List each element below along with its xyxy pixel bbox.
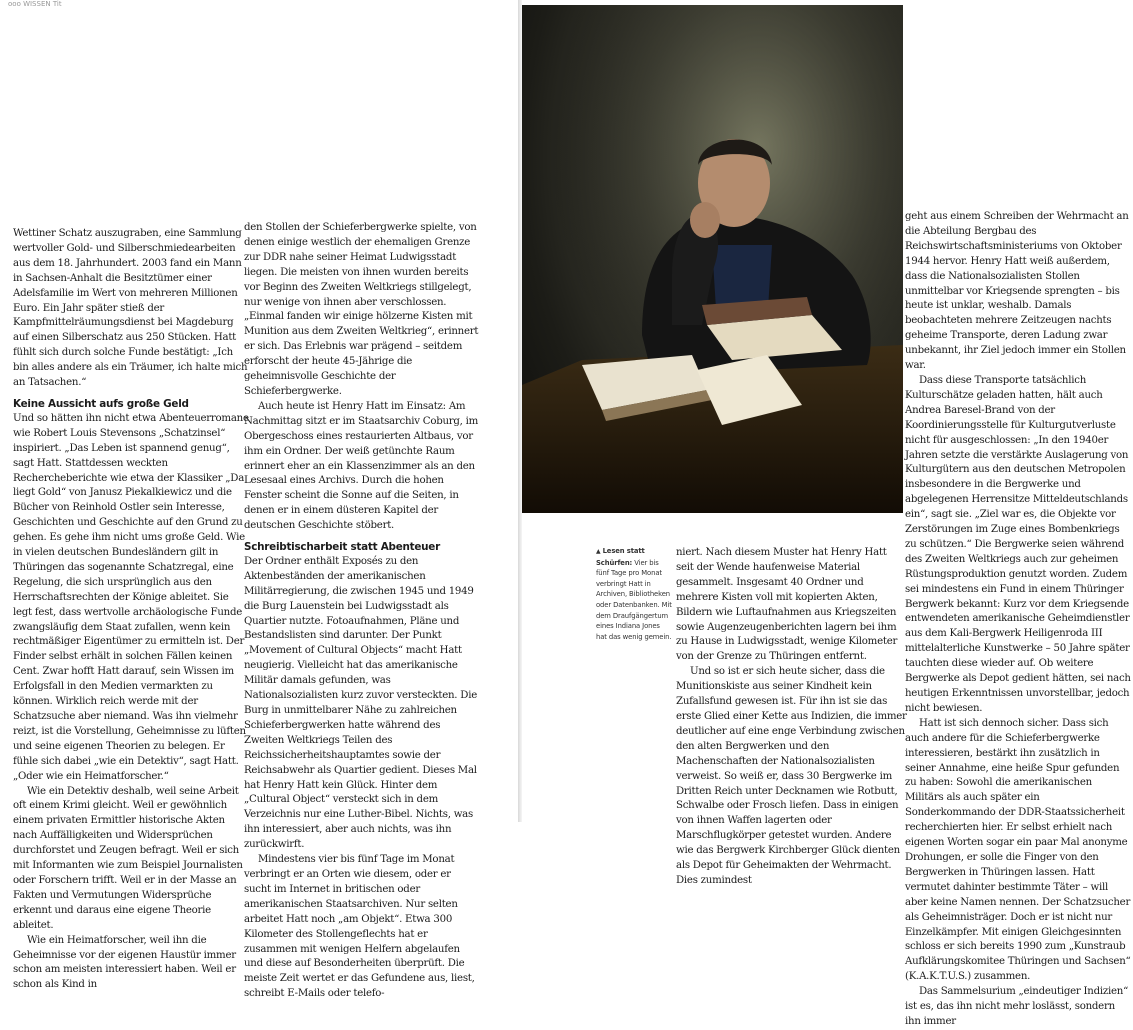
paragraph: Mindestens vier bis fünf Tage im Monat verbringt er an Orten wie diesem, oder er sucht im Internet in britischen oder amerikanischen Staatsarchiven. Nur selten arbeitet Hatt noch „am Objekt“. Etwa 300 Kilometer des Stollengeflechts hat er zusammen mit wenigen Helfern abgelaufen und diese auf Besonderheiten überprüft. Die meiste Zeit wertet er das Gefundene aus, liest, schreibt E-Mails oder telefo- — [244, 854, 475, 1000]
paragraph: Auch heute ist Henry Hatt im Einsatz: Am Nachmittag sitzt er im Staatsarchiv Coburg, im Obergeschoss eines restaurierten Altbaus, vor ihm ein Ordner. Der weiß getünchte Raum erinnert eher an ein Klassenzimmer als an den Lesesaal eines Archivs. Durch die hohen Fenster scheint die Sonne auf die Seiten, in denen er in einem düsteren Kapitel der deutschen Geschichte stöbert. — [244, 400, 479, 532]
text-column-1 — [13, 227, 249, 993]
paragraph: niert. Nach diesem Muster hat Henry Hatt seit der Wende haufenweise Material gesammelt. Insgesamt 40 Ordner und mehrere Kisten voll mit kopierten Akten, Bildern wie Luftaufnahmen aus Kriegszeiten sowie Augenzeugenberichten lagern bei ihm zu Hause in Ludwigsstadt, wenige Kilometer von der Grenze zu Thüringen entfernt. — [676, 547, 898, 663]
text-column-3 — [676, 546, 907, 889]
page-folio: ooo WISSEN Tit — [8, 0, 62, 8]
caption-title: Lesen statt Schürfen: — [596, 547, 645, 567]
photo-of-man-with-books-icon — [522, 5, 903, 513]
paragraph: Und so ist er sich heute sicher, dass die Munitionskiste aus seiner Kindheit kein Zufallsfund gewesen ist. Für ihn ist sie das erste Glied einer Kette aus Indizien, die immer deutlicher auf eine enge Verbindung zwischen den alten Bergwerken und den Machenschaften der Nationalsozialisten verweist. So weiß er, dass 30 Bergwerke im Dritten Reich unter Decknamen wie Rotbutt, Schwalbe oder Frosch liefen. Dass in einigen von ihnen Waffen lagerten oder Marschflugkörper getestet wurden. Andere wie das Bergwerk Kirchberger Glück dienten als Depot für Geheimakten der Wehrmacht. Dies zumindest — [676, 666, 907, 886]
photo-caption — [596, 546, 672, 642]
subheading: Schreibtischarbeit statt Abenteuer — [244, 541, 440, 554]
subheading: Keine Aussicht aufs große Geld — [13, 397, 189, 410]
paragraph: den Stollen der Schieferbergwerke spielte, von denen einige westlich der ehemaligen Grenze zur DDR nahe seiner Heimat Ludwigsstadt liegen. Die meisten von ihnen wurden bereits vor Beginn des Zweiten Weltkriegs stillgelegt, nur wenige von ihnen aber verschlossen. „Einmal fanden wir einige hölzerne Kisten mit Munition aus dem Zweiten Weltkrieg“, erinnert er sich. Das Erlebnis war prägend – seitdem erforscht der heute 45-Jährige die geheimnisvolle Geschichte der Schieferbergwerke. — [244, 222, 479, 397]
paragraph: Dass diese Transporte tatsächlich Kulturschätze geladen hatten, hält auch Andrea Baresel-Brand von der Koordinierungsstelle für Kulturgutverluste nicht für ausgeschlossen: „In den 1940er Jahren setzte die verstärkte Auslagerung von Kulturgütern aus den deutschen Metropolen insbesondere in die Bergwerke und abgelegenen Herrensitze Mitteldeutschlands ein“, sagt sie. „Ziel war es, die Objekte vor Zerstörungen im Zuge eines Bombenkriegs zu schützen.“ Die Bergwerke seien während des Zweiten Weltkriegs auch zur geheimen Rüstungsproduktion genutzt worden. Zudem sei mindestens ein Fund in einem Thüringer Bergwerk bekannt: Kurz vor dem Kriegsende entwendeten amerikanische Geheimdienstler aus dem Kali-Bergwerk Heiligenroda III mittelalterliche Kunstwerke – 50 Jahre später tauchten diese wieder auf. Ob weitere Bergwerke als Depot gedient hätten, sei nach heutigen Erkenntnissen unvorstellbar, jedoch nicht bewiesen. — [905, 374, 1131, 714]
caption-text: Vier bis fünf Tage pro Monat verbringt Hatt in Archiven, Bibliotheken oder Datenbanken. Mit dem Draufgängertum eines Indiana Jones hat das wenig gemein. — [596, 558, 672, 641]
paragraph: Wie ein Detektiv deshalb, weil seine Arbeit oft einem Krimi gleicht. Weil er gewöhnlich einem privaten Ermittler historische Akten nach Auffälligkeiten und Widersprüchen durchforstet und Zeugen befragt. Weil er sich mit Informanten wie zum Beispiel Journalisten oder Forschern trifft. Weil er in der Masse an Fakten und Vermutungen Widersprüche erkennt und daraus eine eigene Theorie ableitet. — [13, 785, 243, 931]
paragraph: Wie ein Heimatforscher, weil ihn die Geheimnisse vor der eigenen Haustür immer schon am meisten interessiert haben. Weil er schon als Kind in — [13, 934, 236, 991]
paragraph: Und so hätten ihn nicht etwa Abenteuerromane wie Robert Louis Stevensons „Schatzinsel“ inspiriert. „Das Leben ist spannend genug“, sagt Hatt. Stattdessen weckten Rechercheberichte wie etwa der Klassiker „Da liegt Gold“ von Janusz Piekalkiewicz und die Bücher von Reinhold Ostler sein Interesse, Geschichten und Geschichte auf den Grund zu gehen. Es gehe ihm nicht ums große Geld. Wie in vielen deutschen Bundesländern gilt in Thüringen das sogenannte Schatzregal, eine Regelung, die sich ursprünglich aus den Herrschaftsrechten der Könige ableitet. Sie legt fest, dass wertvolle archäologische Funde zwangsläufig dem Staat zufallen, wenn kein rechtmäßiger Eigentümer zu ermitteln ist. Der Finder selbst erhält in solchen Fällen keinen Cent. Zwar hofft Hatt darauf, sein Wissen im Erfolgsfall in den Medien vermarkten zu können. Wirklich reich werde mit der Schatzsuche aber niemand. Was ihn vielmehr reizt, ist die Vorstellung, Geheimnisse zu lüften und seine eigenen Theorien zu belegen. Er fühle sich dabei „wie ein Detektiv“, sagt Hatt. „Oder wie ein Heimatforscher.“ — [13, 412, 249, 782]
text-column-2 — [244, 221, 480, 1002]
caption-arrow-icon: ▲ — [596, 548, 601, 555]
paragraph: Das Sammelsurium „eindeutiger Indizien“ ist es, das ihn nicht mehr loslässt, sondern ihn immer — [905, 986, 1129, 1027]
paragraph: geht aus einem Schreiben der Wehrmacht an die Abteilung Bergbau des Reichswirtschaftsministeriums von Oktober 1944 hervor. Henry Hatt weiß außerdem, dass die Nationalsozialisten Stollen unmittelbar vor Kriegsende sprengten – bis heute ist unklar, weshalb. Damals beobachteten mehrere Zeitzeugen nachts geheime Transporte, deren Ladung zwar unbekannt, ihr Ziel jedoch immer ein Stollen war. — [905, 211, 1129, 372]
paragraph: Wettiner Schatz auszugraben, eine Sammlung wertvoller Gold- und Silberschmiedearbeiten aus dem 18. Jahrhundert. 2003 fand ein Mann in Sachsen-Anhalt die Besitztümer einer Adelsfamilie im Wert von mehreren Millionen Euro. Ein Jahr später stieß der Kampfmittelräumungsdienst bei Magdeburg auf einen Silberschatz aus 250 Stücken. Hatt fühlt sich durch solche Funde bestätigt: „Ich bin alles andere als ein Träumer, ich halte mich an Tatsachen.“ — [13, 228, 248, 389]
paragraph: Hatt ist sich dennoch sicher. Dass sich auch andere für die Schieferbergwerke interessieren, bestärkt ihn zusätzlich in seiner Annahme, eine heiße Spur gefunden zu haben: Sowohl die amerikanischen Militärs als auch später ein Sonderkommando der DDR-Staatssicherheit recherchierten hier. Er selbst erhielt nach eigenen Worten sogar ein paar Mal anonyme Drohungen, er solle die Finger von den Bergwerken in Thüringen lassen. Hatt vermutet dahinter bestimmte Täter – will aber keine Namen nennen. Der Schatzsucher als Geheimnisträger. Doch er ist nicht nur Einzelkämpfer. Mit einigen Gleichgesinnten schloss er sich bereits 1990 zum „Kunstraub Aufklärungskomitee Thüringen und Sachsen“ (K.A.K.T.U.S.) zusammen. — [905, 717, 1131, 983]
article-photo — [522, 5, 903, 513]
paragraph: Der Ordner enthält Exposés zu den Aktenbeständen der amerikanischen Militärregierung, die zwischen 1945 und 1949 die Burg Lauenstein bei Ludwigsstadt als Quartier nutzte. Fotoaufnahmen, Pläne und Bestandslisten sind darunter. Der Punkt „Movement of Cultural Objects“ macht Hatt neugierig. Vielleicht hat das amerikanische Militär damals gefunden, was Nationalsozialisten kurz zuvor versteckten. Die Burg in unmittelbarer Nähe zu zahlreichen Schieferbergwerken hatte während des Zweiten Weltkriegs Teilen des Reichssicherheitshauptamtes sowie der Reichsabwehr als Quartier gedient. Dieses Mal hat Henry Hatt kein Glück. Hinter dem „Cultural Object“ versteckt sich in dem Verzeichnis nur eine Luther-Bibel. Nichts, was ihn interessiert, aber auch nichts, was ihn zurückwirft. — [244, 555, 477, 851]
text-column-4 — [905, 210, 1131, 1030]
